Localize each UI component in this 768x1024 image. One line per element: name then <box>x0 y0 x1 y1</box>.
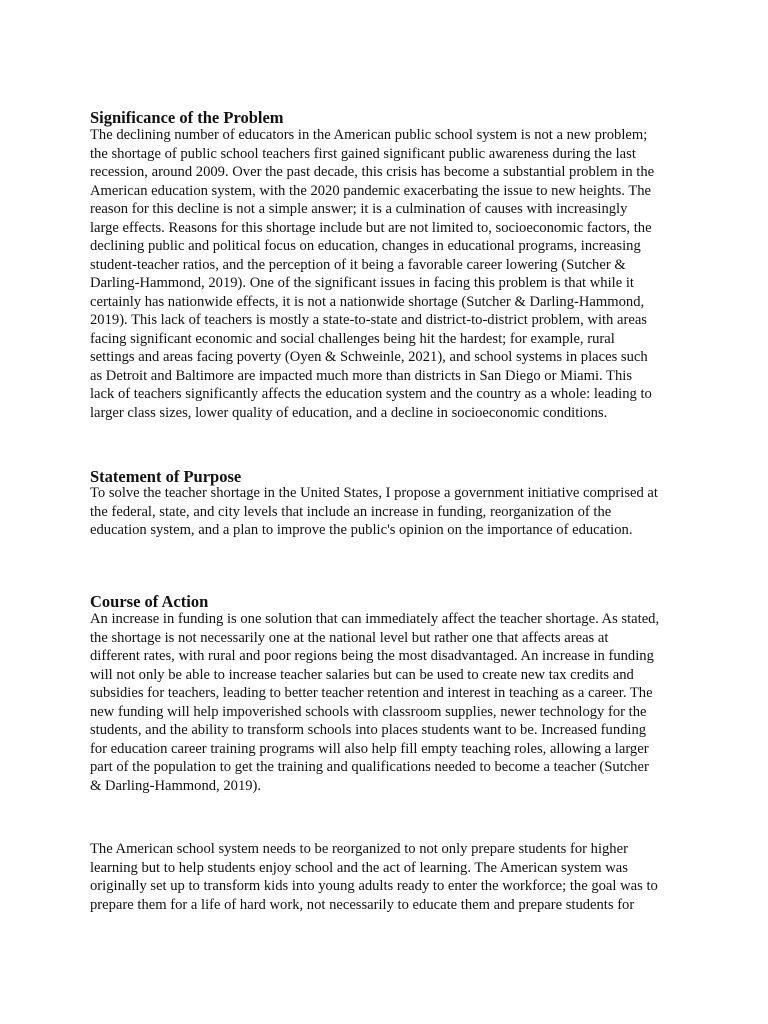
text-line: student-teacher ratios, and the perception of it being a favorable career lowering (Sutcher & <box>90 256 626 273</box>
text-line: recession, around 2009. Over the past decade, this crisis has become a substantial problem in the <box>90 164 655 180</box>
text-line: will not only be able to increase teacher salaries but can be used to create new tax credits and <box>90 666 634 683</box>
text-line: the shortage of public school teachers first gained significant public awareness during the last <box>90 145 636 162</box>
text-line: prepare them for a life of hard work, not necessarily to educate them and prepare students for <box>90 896 635 913</box>
text-line: the shortage is not necessarily one at the national level but rather one that affects areas at <box>90 629 609 646</box>
text-line: originally set up to transform kids into young adults ready to enter the workforce; the goal was to <box>90 878 658 894</box>
text-line: The American school system needs to be reorganized to not only prepare students for higher <box>90 841 628 857</box>
paragraph-significance <box>90 126 680 422</box>
text-line: To solve the teacher shortage in the United States, I propose a government initiative comprised at <box>90 485 658 501</box>
text-line: part of the population to get the training and qualifications needed to become a teacher (Sutcher <box>90 759 649 775</box>
text-line: settings and areas facing poverty (Oyen & Schweinle, 2021), and school systems in places such <box>90 349 648 365</box>
text-line: reason for this decline is not a simple answer; it is a culmination of causes with increasingly <box>90 201 628 217</box>
text-line: The declining number of educators in the American public school system is not a new problem; <box>90 127 648 143</box>
text-line: & Darling-Hammond, 2019). <box>90 777 262 794</box>
paragraph-course-of-action <box>90 610 680 795</box>
section-heading-course-of-action: Course of Action <box>90 591 209 611</box>
text-line: subsidies for teachers, leading to better teacher retention and interest in teaching as a career. The <box>90 685 653 701</box>
text-line: new funding will help impoverished schools with classroom supplies, newer technology for the <box>90 703 647 720</box>
section-heading-significance: Significance of the Problem <box>90 107 284 127</box>
text-line: the federal, state, and city levels that include an increase in funding, reorganization of the <box>90 503 612 520</box>
text-line: certainly has nationwide effects, it is not a nationwide shortage (Sutcher & Darling-Hammond, <box>90 293 645 310</box>
text-line: 2019). This lack of teachers is mostly a state-to-state and district-to-district problem, with areas <box>90 312 647 328</box>
text-line: education system, and a plan to improve the public's opinion on the importance of education. <box>90 522 633 538</box>
text-line: large effects. Reasons for this shortage include but are not limited to, socioeconomic factors, the <box>90 219 652 236</box>
text-line: Darling-Hammond, 2019). One of the significant issues in facing this problem is that while it <box>90 275 634 291</box>
section-heading-purpose: Statement of Purpose <box>90 466 242 486</box>
text-line: learning but to help students enjoy school and the act of learning. The American system was <box>90 859 628 876</box>
text-line: declining public and political focus on education, changes in educational programs, increasing <box>90 238 641 254</box>
text-line: An increase in funding is one solution that can immediately affect the teacher shortage. As stated, <box>90 611 660 627</box>
text-line: as Detroit and Baltimore are impacted much more than districts in San Diego or Miami. This <box>90 367 633 384</box>
text-line: for education career training programs will also help fill empty teaching roles, allowing a larger <box>90 740 649 757</box>
text-line: American education system, with the 2020 pandemic exacerbating the issue to new heights. The <box>90 182 652 199</box>
paragraph-purpose <box>90 484 680 540</box>
text-line: facing significant economic and social challenges being hit the hardest; for example, rural <box>90 330 615 347</box>
text-line: different rates, with rural and poor regions being the most disadvantaged. An increase in funding <box>90 648 654 664</box>
text-line: lack of teachers significantly affects the education system and the country as a whole: leading to <box>90 386 652 402</box>
text-line: students, and the ability to transform schools into places students want to be. Increased funding <box>90 722 647 738</box>
paragraph-reorganization <box>90 840 680 914</box>
text-line: larger class sizes, lower quality of education, and a decline in socioeconomic conditions. <box>90 404 608 421</box>
